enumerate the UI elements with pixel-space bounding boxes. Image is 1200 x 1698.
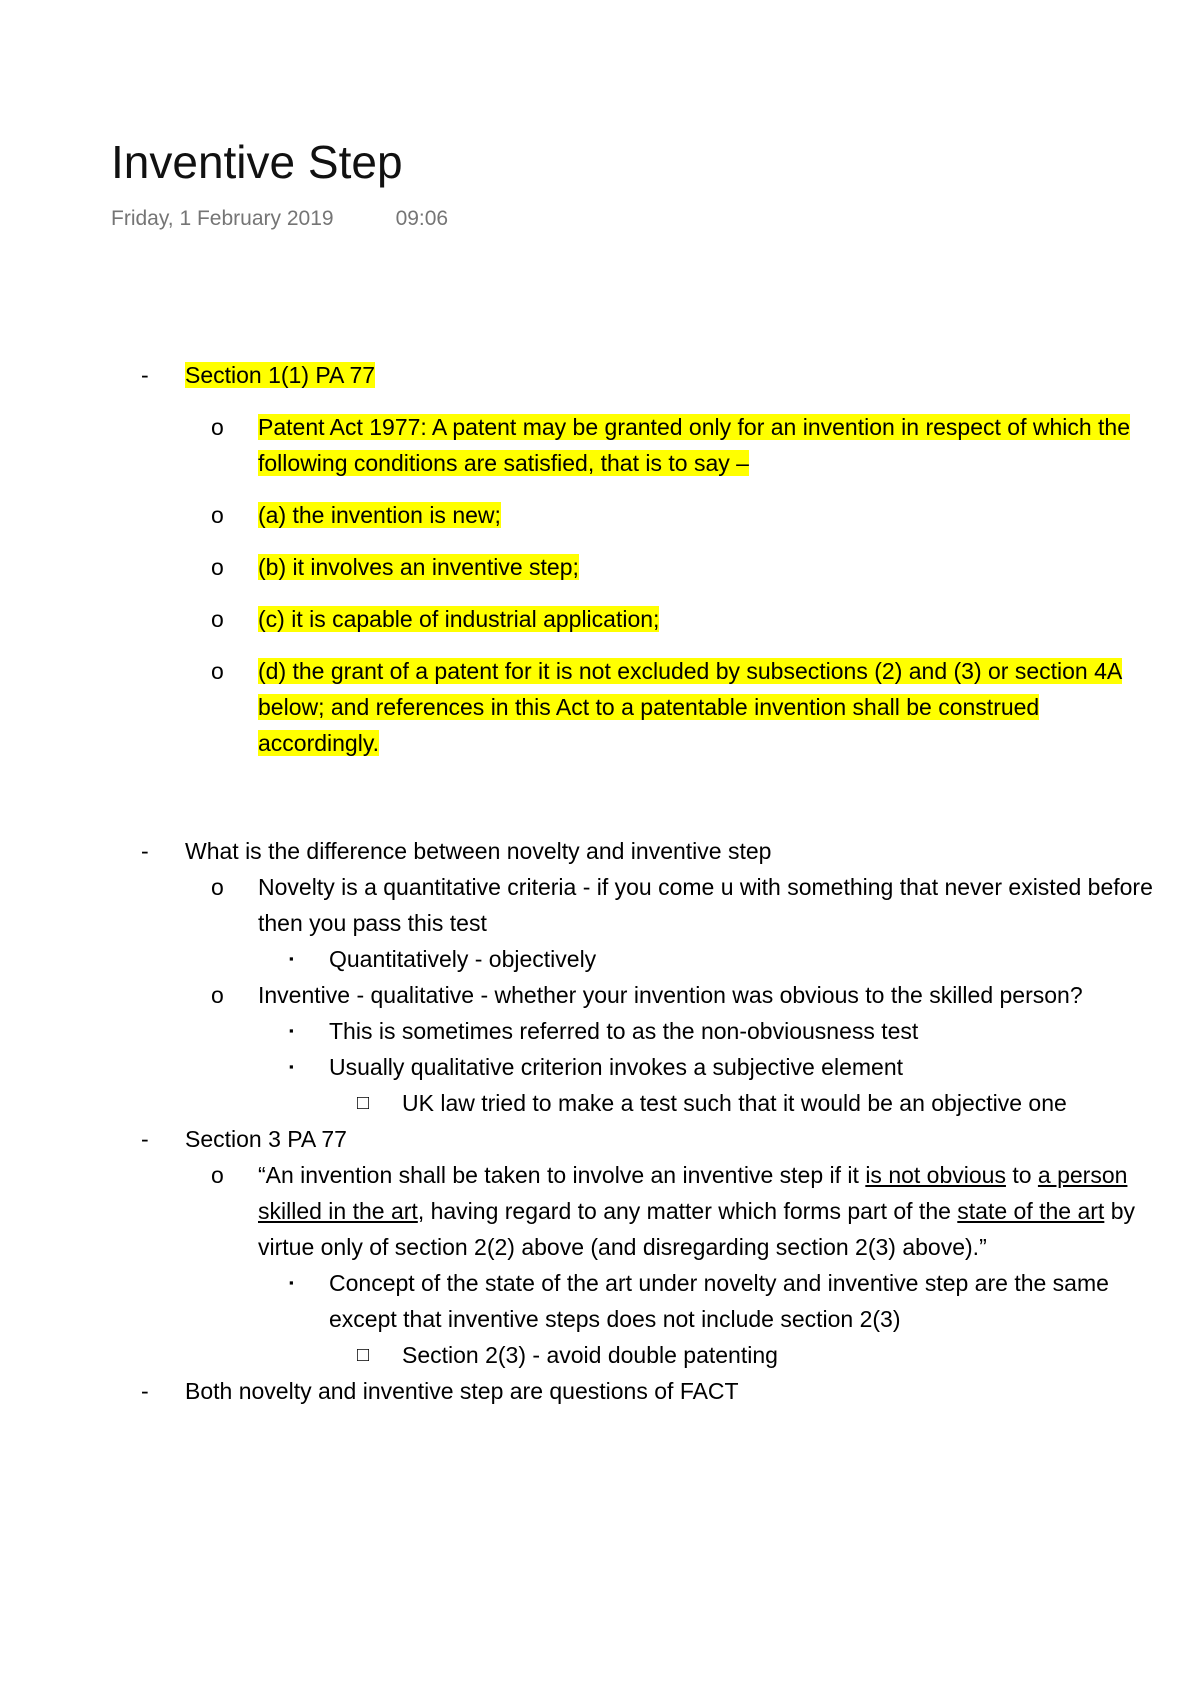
list-item bbox=[111, 1121, 1160, 1157]
quote-part: by virtue only of section 2(2) above (and disregarding section 2(3) above).” bbox=[258, 1198, 1136, 1260]
list-item bbox=[111, 357, 1160, 393]
note-body bbox=[111, 357, 1160, 1409]
list-item bbox=[111, 1373, 1160, 1409]
list-item bbox=[111, 1157, 1160, 1265]
list-item bbox=[111, 409, 1160, 481]
inventive-sub2: Usually qualitative criterion invokes a subjective element bbox=[329, 1054, 904, 1080]
quote-underline-state-of-art: state of the art bbox=[957, 1198, 1105, 1224]
quote-underline-skilled-person: a person skilled in the art bbox=[258, 1162, 1128, 1224]
circle-bullet: o bbox=[211, 1162, 224, 1188]
inventive-text: Inventive - qualitative - whether your invention was obvious to the skilled person? bbox=[258, 982, 1083, 1008]
novelty-text: Novelty is a quantitative criteria - if you come u with something that never existed before then you pass this test bbox=[258, 874, 1153, 936]
quote-underline-not-obvious: is not obvious bbox=[865, 1162, 1006, 1188]
square-bullet: ▪ bbox=[289, 951, 294, 966]
box-bullet: □ bbox=[357, 1092, 370, 1114]
list-item bbox=[111, 1265, 1160, 1337]
section1-text: Patent Act 1977: A patent may be granted only for an invention in respect of which the following conditions are satisfied, that is to say – bbox=[258, 414, 1131, 476]
circle-bullet: o bbox=[211, 554, 224, 580]
list-item bbox=[111, 941, 1160, 977]
inventive-sub1: This is sometimes referred to as the non-obviousness test bbox=[329, 1018, 919, 1044]
section1-heading: Section 1(1) PA 77 bbox=[185, 362, 376, 388]
list-item bbox=[111, 1337, 1160, 1373]
circle-bullet: o bbox=[211, 982, 224, 1008]
circle-bullet: o bbox=[211, 874, 224, 900]
circle-bullet: o bbox=[211, 414, 224, 440]
square-bullet: ▪ bbox=[289, 1023, 294, 1038]
quote-part: to bbox=[1005, 1162, 1038, 1188]
condition-d: (d) the grant of a patent for it is not excluded by subsections (2) and (3) or section 4A below; and references in this Act to a patentable invention shall be construed accordingly. bbox=[258, 658, 1123, 756]
list-item bbox=[111, 653, 1160, 761]
dash-bullet: - bbox=[141, 1378, 149, 1404]
section3-heading: Section 3 PA 77 bbox=[185, 1126, 347, 1152]
list-item bbox=[111, 977, 1160, 1013]
circle-bullet: o bbox=[211, 658, 224, 684]
quote-part: , having regard to any matter which forms part of the bbox=[417, 1198, 958, 1224]
circle-bullet: o bbox=[211, 502, 224, 528]
note-time: 09:06 bbox=[395, 207, 449, 230]
list-item bbox=[111, 1013, 1160, 1049]
dash-bullet: - bbox=[141, 362, 149, 388]
quote-part: “An invention shall be taken to involve an inventive step if it bbox=[258, 1162, 866, 1188]
section3-sub1: Concept of the state of the art under novelty and inventive step are the same except that inventive steps does not include section 2(3) bbox=[329, 1270, 1109, 1332]
list-item bbox=[111, 497, 1160, 533]
section3-quote bbox=[258, 1162, 1135, 1260]
difference-heading: What is the difference between novelty and inventive step bbox=[185, 838, 772, 864]
list-item bbox=[111, 869, 1160, 941]
page-title: Inventive Step bbox=[111, 136, 403, 188]
note-date: Friday, 1 February 2019 bbox=[111, 207, 334, 230]
list-item bbox=[111, 1049, 1160, 1085]
note-timestamp bbox=[111, 206, 448, 232]
final-text: Both novelty and inventive step are questions of FACT bbox=[185, 1378, 739, 1404]
square-bullet: ▪ bbox=[289, 1059, 294, 1074]
list-item bbox=[111, 601, 1160, 637]
condition-b: (b) it involves an inventive step; bbox=[258, 554, 579, 580]
dash-bullet: - bbox=[141, 838, 149, 864]
list-item bbox=[111, 1085, 1160, 1121]
condition-a: (a) the invention is new; bbox=[258, 502, 501, 528]
condition-c: (c) it is capable of industrial application; bbox=[258, 606, 660, 632]
circle-bullet: o bbox=[211, 606, 224, 632]
box-bullet: □ bbox=[357, 1344, 370, 1366]
list-item bbox=[111, 549, 1160, 585]
square-bullet: ▪ bbox=[289, 1275, 294, 1290]
inventive-sub2-sub: UK law tried to make a test such that it would be an objective one bbox=[402, 1090, 1067, 1116]
section3-sub1-sub: Section 2(3) - avoid double patenting bbox=[402, 1342, 778, 1368]
novelty-sub: Quantitatively - objectively bbox=[329, 946, 597, 972]
dash-bullet: - bbox=[141, 1126, 149, 1152]
list-item bbox=[111, 833, 1160, 869]
